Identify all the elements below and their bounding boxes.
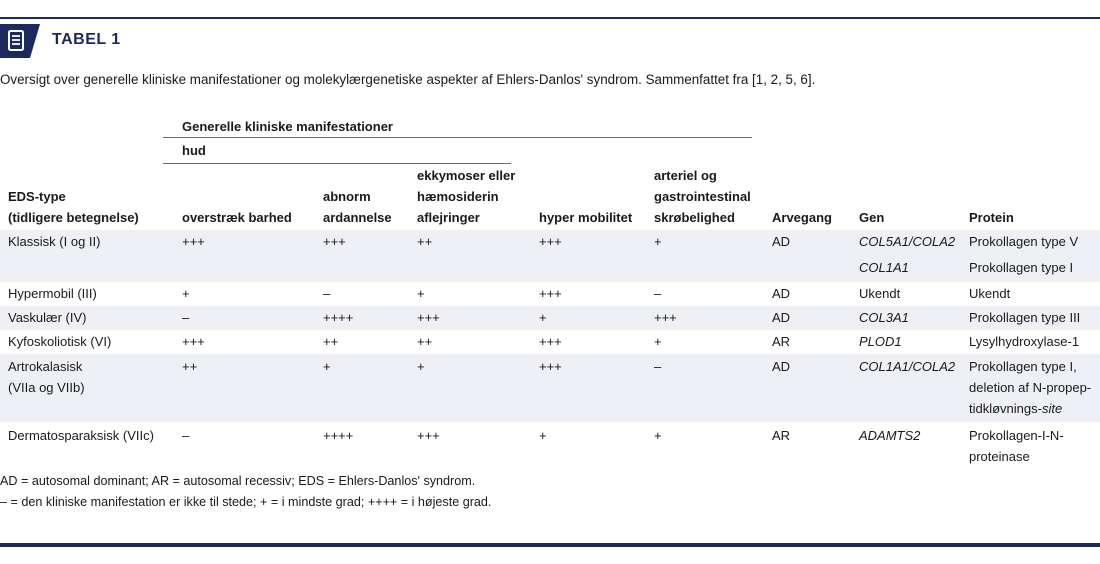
row-type-sub: (VIIa og VIIb) bbox=[8, 380, 85, 395]
header-protein: Protein bbox=[969, 210, 1014, 225]
cell-protein-3 bbox=[969, 398, 1062, 419]
header-subgroup: hud bbox=[182, 143, 206, 158]
cell-arvegang: AR bbox=[772, 428, 791, 443]
header-group-rule bbox=[163, 137, 752, 138]
bottom-rule bbox=[0, 543, 1100, 547]
cell-gen: Ukendt bbox=[859, 286, 901, 301]
cell-protein-2: Prokollagen type I bbox=[969, 260, 1074, 275]
table-label: TABEL 1 bbox=[52, 31, 121, 48]
row-type: Hypermobil (III) bbox=[8, 286, 97, 301]
top-rule bbox=[0, 17, 1100, 19]
cell-ekky: +++ bbox=[417, 310, 440, 325]
footnote-abbreviations: AD = autosomal dominant; AR = autosomal recessiv; EDS = Ehlers-Danlos' syndrom. bbox=[0, 474, 476, 488]
cell-hyper: +++ bbox=[539, 286, 562, 301]
cell-overstraek: +++ bbox=[182, 334, 205, 349]
cell-protein: Lysylhydroxylase-1 bbox=[969, 334, 1080, 349]
cell-gen-2: COL1A1 bbox=[859, 260, 909, 275]
cell-protein: Prokollagen type III bbox=[969, 310, 1081, 325]
header-overstraek: overstræk barhed bbox=[182, 210, 292, 225]
cell-ekky: + bbox=[417, 359, 425, 374]
header-gen: Gen bbox=[859, 210, 885, 225]
cell-arvegang: AD bbox=[772, 310, 791, 325]
cell-overstraek: – bbox=[182, 310, 190, 325]
row-type: Klassisk (I og II) bbox=[8, 234, 101, 249]
cell-arvegang: AR bbox=[772, 334, 791, 349]
cell-overstraek: ++ bbox=[182, 359, 198, 374]
table-caption: Oversigt over generelle kliniske manifestationer og molekylærgenetiske aspekter af Ehlers-Danlos' syndrom. Sammenfattet fra [1, 2, 5, 6]. bbox=[0, 72, 816, 87]
row-type: Vaskulær (IV) bbox=[8, 310, 87, 325]
cell-protein-3-text: tidkløvnings- bbox=[969, 401, 1042, 416]
cell-protein: Prokollagen type I, bbox=[969, 359, 1077, 374]
header-arteriel: arteriel og bbox=[654, 168, 717, 183]
cell-arteriel: + bbox=[654, 334, 662, 349]
cell-ekky: +++ bbox=[417, 428, 440, 443]
row-type: Dermatosparaksisk (VIIc) bbox=[8, 428, 154, 443]
header-arteriel-3: skrøbelighed bbox=[654, 210, 735, 225]
cell-arteriel: – bbox=[654, 359, 662, 374]
header-eds-type: EDS-type bbox=[8, 189, 66, 204]
header-subgroup-rule bbox=[163, 163, 511, 164]
cell-gen: PLOD1 bbox=[859, 334, 902, 349]
cell-abnorm: ++ bbox=[323, 334, 339, 349]
cell-arteriel: +++ bbox=[654, 310, 677, 325]
cell-arteriel: – bbox=[654, 286, 662, 301]
header-ekky-2: hæmosiderin bbox=[417, 189, 499, 204]
cell-hyper: +++ bbox=[539, 359, 562, 374]
cell-ekky: + bbox=[417, 286, 425, 301]
cell-hyper: + bbox=[539, 428, 547, 443]
cell-protein-2: deletion af N-propep- bbox=[969, 380, 1092, 395]
cell-gen: ADAMTS2 bbox=[859, 428, 921, 443]
cell-protein: Ukendt bbox=[969, 286, 1011, 301]
cell-hyper: + bbox=[539, 310, 547, 325]
cell-hyper: +++ bbox=[539, 334, 562, 349]
cell-overstraek: – bbox=[182, 428, 190, 443]
cell-gen: COL5A1/COLA2 bbox=[859, 234, 956, 249]
cell-arteriel: + bbox=[654, 234, 662, 249]
cell-arteriel: + bbox=[654, 428, 662, 443]
header-arteriel-2: gastrointestinal bbox=[654, 189, 751, 204]
cell-abnorm: ++++ bbox=[323, 428, 354, 443]
header-arvegang: Arvegang bbox=[772, 210, 832, 225]
cell-ekky: ++ bbox=[417, 234, 433, 249]
cell-hyper: +++ bbox=[539, 234, 562, 249]
header-abnorm: abnorm bbox=[323, 189, 371, 204]
header-hyper: hyper mobilitet bbox=[539, 210, 633, 225]
cell-abnorm: – bbox=[323, 286, 331, 301]
header-abnorm-2: ardannelse bbox=[323, 210, 392, 225]
header-group: Generelle kliniske manifestationer bbox=[182, 119, 393, 134]
cell-ekky: ++ bbox=[417, 334, 433, 349]
table-badge-icon bbox=[0, 24, 40, 58]
cell-protein-3-site: site bbox=[1041, 401, 1063, 416]
cell-abnorm: ++++ bbox=[323, 310, 354, 325]
row-shade bbox=[0, 306, 1100, 330]
cell-gen: COL1A1/COLA2 bbox=[859, 359, 956, 374]
header-ekky: ekkymoser eller bbox=[417, 168, 516, 183]
header-ekky-3: aflejringer bbox=[417, 210, 480, 225]
cell-arvegang: AD bbox=[772, 359, 791, 374]
cell-abnorm: + bbox=[323, 359, 331, 374]
row-type: Artrokalasisk bbox=[8, 359, 83, 374]
cell-abnorm: +++ bbox=[323, 234, 346, 249]
header-eds-type-sub: (tidligere betegnelse) bbox=[8, 210, 139, 225]
cell-arvegang: AD bbox=[772, 286, 791, 301]
cell-arvegang: AD bbox=[772, 234, 791, 249]
cell-overstraek: +++ bbox=[182, 234, 205, 249]
row-type: Kyfoskoliotisk (VI) bbox=[8, 334, 112, 349]
cell-overstraek: + bbox=[182, 286, 190, 301]
cell-protein: Prokollagen type V bbox=[969, 234, 1079, 249]
cell-protein-2: proteinase bbox=[969, 449, 1030, 464]
cell-protein: Prokollagen-I-N- bbox=[969, 428, 1064, 443]
cell-gen: COL3A1 bbox=[859, 310, 909, 325]
footnote-legend: – = den kliniske manifestation er ikke til stede; + = i mindste grad; ++++ = i højeste grad. bbox=[0, 495, 492, 509]
